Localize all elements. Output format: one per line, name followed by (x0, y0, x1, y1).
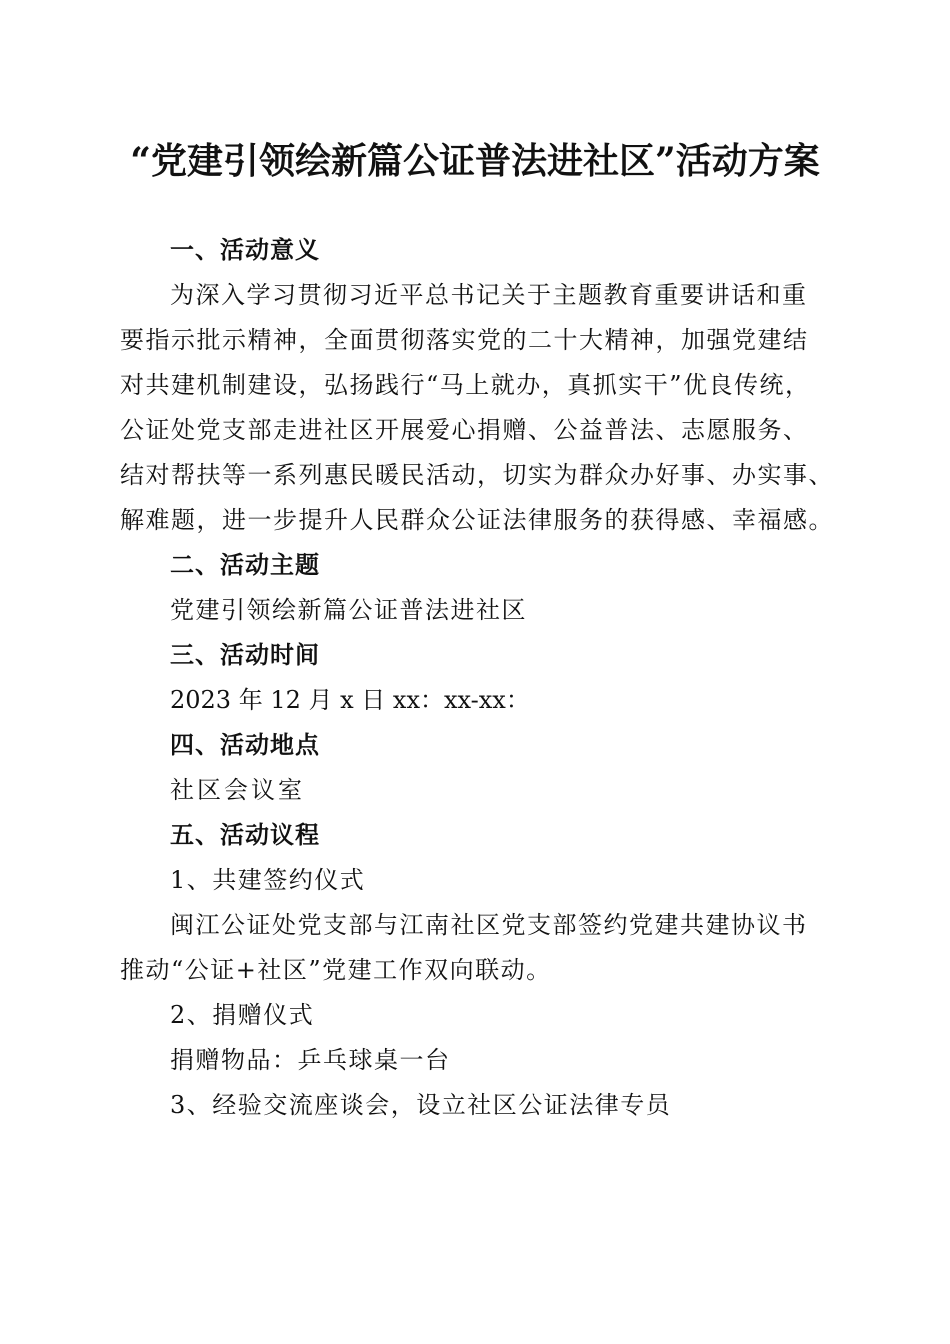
section-heading-theme: 二、活动主题 (170, 551, 320, 579)
location-text: 社区会议室 (170, 776, 305, 804)
theme-text: 党建引领绘新篇公证普法进社区 (170, 596, 527, 624)
paragraph-line: 要指示批示精神，全面贯彻落实党的二十大精神，加强党建结 (120, 326, 809, 354)
agenda-item-3: 3、经验交流座谈会，设立社区公证法律专员 (170, 1091, 672, 1119)
section-heading-agenda: 五、活动议程 (170, 821, 320, 849)
document-title: “党建引领绘新篇公证普法进社区”活动方案 (130, 140, 820, 182)
section-heading-time: 三、活动时间 (170, 641, 320, 669)
paragraph-line: 公证处党支部走进社区开展爱心捐赠、公益普法、志愿服务、 (120, 416, 809, 444)
section-heading-location: 四、活动地点 (170, 731, 320, 759)
paragraph-line: 为深入学习贯彻习近平总书记关于主题教育重要讲话和重 (170, 281, 808, 309)
paragraph-line: 推动“公证+社区”党建工作双向联动。 (120, 956, 552, 984)
paragraph-line: 闽江公证处党支部与江南社区党支部签约党建共建协议书 (170, 911, 808, 939)
paragraph-line: 结对帮扶等一系列惠民暖民活动，切实为群众办好事、办实事、 (120, 461, 834, 489)
document-body (120, 228, 840, 1128)
section-heading-significance: 一、活动意义 (170, 236, 320, 264)
donation-text: 捐赠物品：乒乓球桌一台 (170, 1046, 451, 1074)
paragraph-line: 解难题，进一步提升人民群众公证法律服务的获得感、幸福感。 (120, 506, 834, 534)
paragraph-line: 对共建机制建设，弘扬践行“马上就办，真抓实干”优良传统， (120, 371, 811, 399)
time-text: 2023 年 12 月 x 日 xx：xx-xx： (170, 686, 530, 714)
agenda-item-2: 2、捐赠仪式 (170, 1001, 315, 1029)
agenda-item-1: 1、共建签约仪式 (170, 866, 366, 894)
